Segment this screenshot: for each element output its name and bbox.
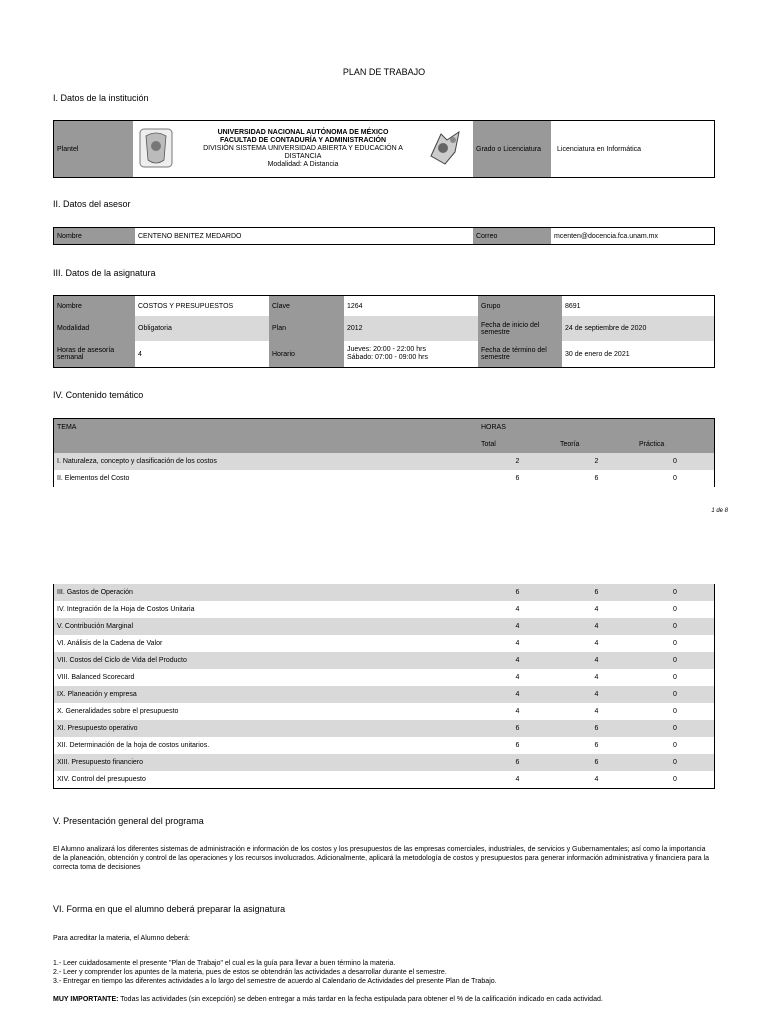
weekly-hours-label: Horas de asesoría semanal <box>54 341 135 367</box>
fca-seal-icon <box>425 126 465 170</box>
section-subject-heading: III. Datos de la asignatura <box>53 268 156 278</box>
grupo-label: Grupo <box>478 296 562 316</box>
practica-cell: 0 <box>636 470 714 487</box>
practica-cell: 0 <box>636 686 714 703</box>
teoria-cell: 4 <box>557 686 636 703</box>
practica-cell: 0 <box>636 635 714 652</box>
grado-label: Grado o Licenciatura <box>473 121 551 177</box>
section-advisor-heading: II. Datos del asesor <box>53 199 131 209</box>
table-row <box>54 601 714 618</box>
practica-cell: 0 <box>636 618 714 635</box>
section-presentation-heading: V. Presentación general del programa <box>53 816 204 826</box>
teoria-header: Teoría <box>557 436 636 453</box>
preparation-list <box>53 959 713 986</box>
advisor-email-value: mcenten@docencia.fca.unam.mx <box>551 228 714 244</box>
tema-cell: VII. Costos del Ciclo de Vida del Producto <box>54 652 478 669</box>
practica-cell: 0 <box>636 601 714 618</box>
practica-cell: 0 <box>636 720 714 737</box>
clave-label: Clave <box>269 296 344 316</box>
total-cell: 4 <box>478 601 557 618</box>
schedule-line-2: Sábado: 07:00 - 09:00 hrs <box>347 354 428 361</box>
table-row <box>54 720 714 737</box>
practica-cell: 0 <box>636 737 714 754</box>
teoria-cell: 6 <box>557 584 636 601</box>
practica-cell: 0 <box>636 754 714 771</box>
advisor-table <box>53 227 715 245</box>
tema-cell: I. Naturaleza, concepto y clasificación de los costos <box>54 453 478 470</box>
modalidad-value: Obligatoria <box>135 316 269 341</box>
advisor-name-label: Nombre <box>54 228 135 244</box>
table-row <box>54 737 714 754</box>
institution-table <box>53 120 715 178</box>
total-cell: 2 <box>478 453 557 470</box>
end-date-label: Fecha de término del semestre <box>478 341 562 367</box>
total-cell: 6 <box>478 470 557 487</box>
total-cell: 4 <box>478 635 557 652</box>
table-row <box>54 652 714 669</box>
teoria-cell: 4 <box>557 771 636 788</box>
tema-cell: IV. Integración de la Hoja de Costos Unitaria <box>54 601 478 618</box>
practica-cell: 0 <box>636 771 714 788</box>
important-note <box>53 995 713 1004</box>
tema-cell: XIII. Presupuesto financiero <box>54 754 478 771</box>
section-preparation-heading: VI. Forma en que el alumno deberá preparar la asignatura <box>53 904 286 914</box>
teoria-cell: 6 <box>557 737 636 754</box>
total-cell: 6 <box>478 737 557 754</box>
content-table-page2 <box>53 584 715 789</box>
table-row <box>54 453 714 470</box>
tema-cell: XIV. Control del presupuesto <box>54 771 478 788</box>
inst-line-3: DIVISIÓN SISTEMA UNIVERSIDAD ABIERTA Y EDUCACIÓN A DISTANCIA <box>203 145 403 160</box>
tema-cell: III. Gastos de Operación <box>54 584 478 601</box>
total-cell: 6 <box>478 754 557 771</box>
presentation-text: El Alumno analizará los diferentes sistemas de administración e información de los costos y los presupuestos de las empresas comerciales, industriales, de servicios y Gubernamentales; así como la importancia de la planeación, obtención y control de las operaciones y los recursos involucrados. Adicionalmente, aplicará la metodología de costos y presupuestos para generar información administrativa y financiera para la correcta toma de decisiones <box>53 846 710 871</box>
teoria-cell: 6 <box>557 754 636 771</box>
teoria-cell: 6 <box>557 720 636 737</box>
tema-cell: II. Elementos del Costo <box>54 470 478 487</box>
subject-table <box>53 295 715 368</box>
schedule-value <box>344 341 478 367</box>
start-date-label: Fecha de inicio del semestre <box>478 316 562 341</box>
tema-header: TEMA <box>54 419 478 436</box>
unam-seal-icon <box>136 126 176 170</box>
total-header: Total <box>478 436 557 453</box>
plantel-label: Plantel <box>54 121 133 177</box>
total-cell: 6 <box>478 720 557 737</box>
important-label: MUY IMPORTANTE: <box>53 996 119 1003</box>
table-row <box>54 669 714 686</box>
teoria-cell: 4 <box>557 601 636 618</box>
table-row <box>54 771 714 788</box>
total-cell: 4 <box>478 669 557 686</box>
grupo-value: 8691 <box>562 296 714 316</box>
advisor-email-label: Correo <box>473 228 551 244</box>
teoria-cell: 4 <box>557 652 636 669</box>
total-cell: 4 <box>478 771 557 788</box>
weekly-hours-value: 4 <box>135 341 269 367</box>
section-institution-heading: I. Datos de la institución <box>53 93 149 103</box>
page-number: 1 de 8 <box>711 508 728 514</box>
fca-seal <box>422 121 473 177</box>
practica-cell: 0 <box>636 652 714 669</box>
practica-cell: 0 <box>636 669 714 686</box>
practica-cell: 0 <box>636 584 714 601</box>
table-row <box>54 584 714 601</box>
table-row <box>54 635 714 652</box>
table-row <box>54 703 714 720</box>
total-cell: 6 <box>478 584 557 601</box>
teoria-cell: 4 <box>557 618 636 635</box>
tema-cell: XI. Presupuesto operativo <box>54 720 478 737</box>
grado-value: Licenciatura en Informática <box>551 121 714 177</box>
practica-cell: 0 <box>636 453 714 470</box>
start-date-value: 24 de septiembre de 2020 <box>562 316 714 341</box>
inst-line-2: FACULTAD DE CONTADURÍA Y ADMINISTRACIÓN <box>219 137 387 144</box>
table-row <box>54 686 714 703</box>
total-cell: 4 <box>478 703 557 720</box>
teoria-cell: 6 <box>557 470 636 487</box>
table-row <box>54 754 714 771</box>
section-content-heading: IV. Contenido temático <box>53 390 144 400</box>
plan-label: Plan <box>269 316 344 341</box>
table-row <box>54 618 714 635</box>
horas-header: HORAS <box>478 419 714 436</box>
inst-line-4: Modalidad: A Distancia <box>267 161 339 168</box>
document-title: PLAN DE TRABAJO <box>342 67 426 77</box>
content-table-page1 <box>53 418 715 487</box>
preparation-item-1: 1.- Leer cuidadosamente el presente "Plan de Trabajo" el cual es la guía para llevar a buen término la materia. <box>53 960 396 967</box>
practica-cell: 0 <box>636 703 714 720</box>
total-cell: 4 <box>478 618 557 635</box>
teoria-cell: 4 <box>557 635 636 652</box>
modalidad-label: Modalidad <box>54 316 135 341</box>
schedule-label: Horario <box>269 341 344 367</box>
practica-header: Práctica <box>636 436 714 453</box>
teoria-cell: 2 <box>557 453 636 470</box>
preparation-item-3: 3.- Entregar en tiempo las diferentes actividades a lo largo del semestre de acuerdo al Calendario de Actividades del presente Plan de Trabajo. <box>53 978 497 985</box>
subject-name-value: COSTOS Y PRESUPUESTOS <box>135 296 269 316</box>
schedule-line-1: Jueves: 20:00 - 22:00 hrs <box>347 346 426 353</box>
teoria-cell: 4 <box>557 703 636 720</box>
tema-cell: X. Generalidades sobre el presupuesto <box>54 703 478 720</box>
end-date-value: 30 de enero de 2021 <box>562 341 714 367</box>
subject-name-label: Nombre <box>54 296 135 316</box>
institution-names <box>184 121 422 177</box>
inst-line-1: UNIVERSIDAD NACIONAL AUTÓNOMA DE MÉXICO <box>217 129 389 136</box>
tema-cell: VI. Análisis de la Cadena de Valor <box>54 635 478 652</box>
preparation-item-2: 2.- Leer y comprender los apuntes de la materia, pues de estos se obtendrán las actividades a desarrollar durante el semestre. <box>53 969 447 976</box>
tema-cell: V. Contribución Marginal <box>54 618 478 635</box>
total-cell: 4 <box>478 652 557 669</box>
table-row <box>54 470 714 487</box>
preparation-intro: Para acreditar la materia, el Alumno deberá: <box>53 935 190 942</box>
unam-seal <box>133 121 184 177</box>
clave-value: 1264 <box>344 296 478 316</box>
teoria-cell: 4 <box>557 669 636 686</box>
total-cell: 4 <box>478 686 557 703</box>
plan-value: 2012 <box>344 316 478 341</box>
tema-cell: VIII. Balanced Scorecard <box>54 669 478 686</box>
tema-cell: XII. Determinación de la hoja de costos unitarios. <box>54 737 478 754</box>
advisor-name-value: CENTENO BENITEZ MEDARDO <box>135 228 473 244</box>
tema-cell: IX. Planeación y empresa <box>54 686 478 703</box>
important-text: Todas las actividades (sin excepción) se deben entregar a más tardar en la fecha estipulada para obtener el % de la calificación indicado en cada actividad. <box>118 996 603 1003</box>
